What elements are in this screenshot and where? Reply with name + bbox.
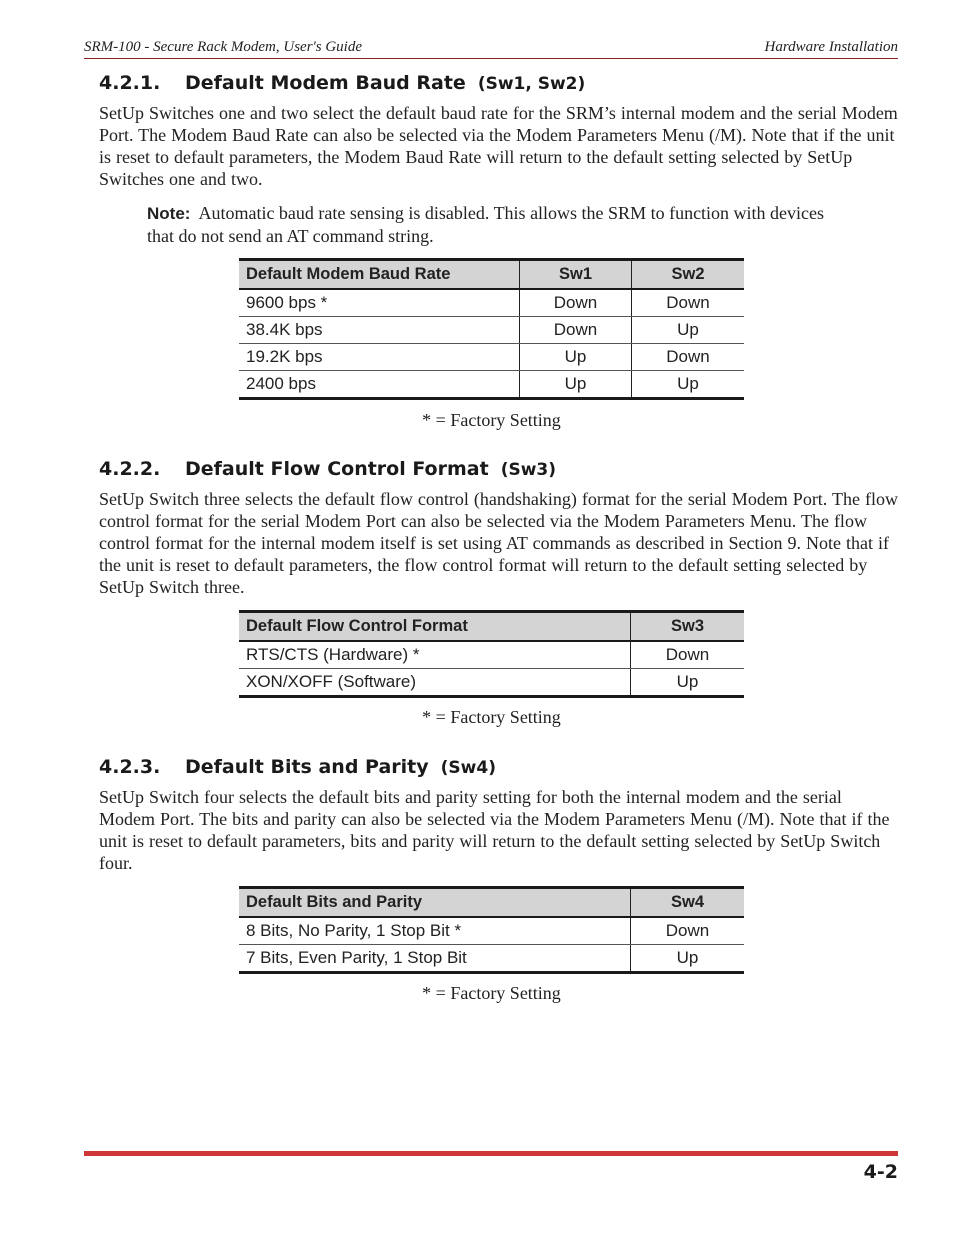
table-cell: RTS/CTS (Hardware) * <box>239 641 631 669</box>
factory-setting-footnote: * = Factory Setting <box>422 983 561 1003</box>
section-title: Default Bits and Parity <box>185 756 429 778</box>
table-cell: 9600 bps * <box>239 289 520 317</box>
table-header-cell: Default Flow Control Format <box>239 612 631 642</box>
section-paragraph-4-2-2: SetUp Switch three selects the default flow control (handshaking) format for the serial Modem Port. The flow control format for the serial Modem Port can also be selected via the Modem Parameters Menu. The flow control format for the internal modem itself is set using AT commands as described in Section 9. Note that if the unit is reset to default parameters, the flow control format will return to the default setting selected by SetUp Switch three. <box>99 489 898 597</box>
table-row <box>239 641 744 669</box>
note-text: Automatic baud rate sensing is disabled. This allows the SRM to function with devices that do not send an AT command string. <box>147 203 825 246</box>
header-doc-title: SRM-100 - Secure Rack Modem, User's Guide <box>84 39 362 55</box>
baud-rate-table <box>239 258 744 400</box>
table-header-cell: Sw2 <box>632 260 745 290</box>
table-cell: 19.2K bps <box>239 344 520 371</box>
section-heading-4-2-2 <box>99 458 556 480</box>
table-cell: Up <box>631 945 745 973</box>
section-title: Default Flow Control Format <box>185 458 489 480</box>
table-header-cell: Default Bits and Parity <box>239 888 631 918</box>
table-cell: Up <box>520 371 632 399</box>
table-cell: Down <box>631 641 745 669</box>
note-label: Note: <box>147 204 191 223</box>
table-cell: 7 Bits, Even Parity, 1 Stop Bit <box>246 948 467 967</box>
table-cell: XON/XOFF (Software) <box>246 672 417 691</box>
section-switches: (Sw4) <box>440 758 496 778</box>
table-row <box>239 371 744 399</box>
page-header <box>84 38 898 59</box>
table-header-row <box>239 260 744 290</box>
footer-bar <box>84 1151 898 1156</box>
table-row <box>239 289 744 317</box>
section-number: 4.2.1. <box>99 72 161 94</box>
table-header-cell: Default Modem Baud Rate <box>239 260 520 290</box>
table-cell: 8 Bits, No Parity, 1 Stop Bit * <box>239 917 631 945</box>
table-header-cell: Sw1 <box>520 260 632 290</box>
section-heading-4-2-3 <box>99 756 496 778</box>
table-cell: 38.4K bps <box>239 317 520 344</box>
table-cell: Down <box>520 289 632 317</box>
factory-setting-footnote: * = Factory Setting <box>422 410 561 430</box>
section-paragraph-4-2-1: SetUp Switches one and two select the default baud rate for the SRM’s internal modem and the serial Modem Port. The Modem Baud Rate can also be selected via the Modem Parameters Menu (/M). Note that if the unit is reset to default parameters, the Modem Baud Rate will return to the default setting selected by SetUp Switches one and two. <box>99 103 898 189</box>
section-switches: (Sw3) <box>500 460 557 480</box>
table-cell: Down <box>632 344 745 371</box>
table-cell: Down <box>520 317 632 344</box>
note-block <box>147 202 847 247</box>
table-cell: Up <box>520 344 632 371</box>
factory-setting-footnote: * = Factory Setting <box>422 707 561 727</box>
table-header-cell: Sw3 <box>631 612 745 642</box>
section-switches: (Sw1, Sw2) <box>477 74 586 94</box>
section-heading-4-2-1 <box>99 72 585 94</box>
table-row <box>239 344 744 371</box>
section-paragraph-4-2-3: SetUp Switch four selects the default bits and parity setting for both the internal modem and the serial Modem Port. The bits and parity can also be selected via the Modem Parameters Menu (/M). Note that if the unit is reset to default parameters, bits and parity will return to the default setting selected by SetUp Switch four. <box>99 787 890 873</box>
table-header-cell: Sw4 <box>631 888 745 918</box>
table-header-row <box>239 888 744 918</box>
page-number: 4-2 <box>863 1161 898 1183</box>
table-row <box>239 669 744 697</box>
table-cell: Down <box>631 917 745 945</box>
table-row <box>239 945 744 973</box>
table-cell: Up <box>632 371 745 399</box>
table-row <box>239 917 744 945</box>
section-number: 4.2.2. <box>99 458 161 480</box>
header-chapter-title: Hardware Installation <box>764 39 898 55</box>
table-row <box>239 317 744 344</box>
table-cell: 2400 bps <box>246 374 316 393</box>
section-number: 4.2.3. <box>99 756 161 778</box>
table-cell: Down <box>632 289 745 317</box>
section-title: Default Modem Baud Rate <box>185 72 466 94</box>
bits-parity-table <box>239 886 744 974</box>
table-cell: Up <box>632 317 745 344</box>
table-cell: Up <box>631 669 745 697</box>
flow-control-table <box>239 610 744 698</box>
table-header-row <box>239 612 744 642</box>
